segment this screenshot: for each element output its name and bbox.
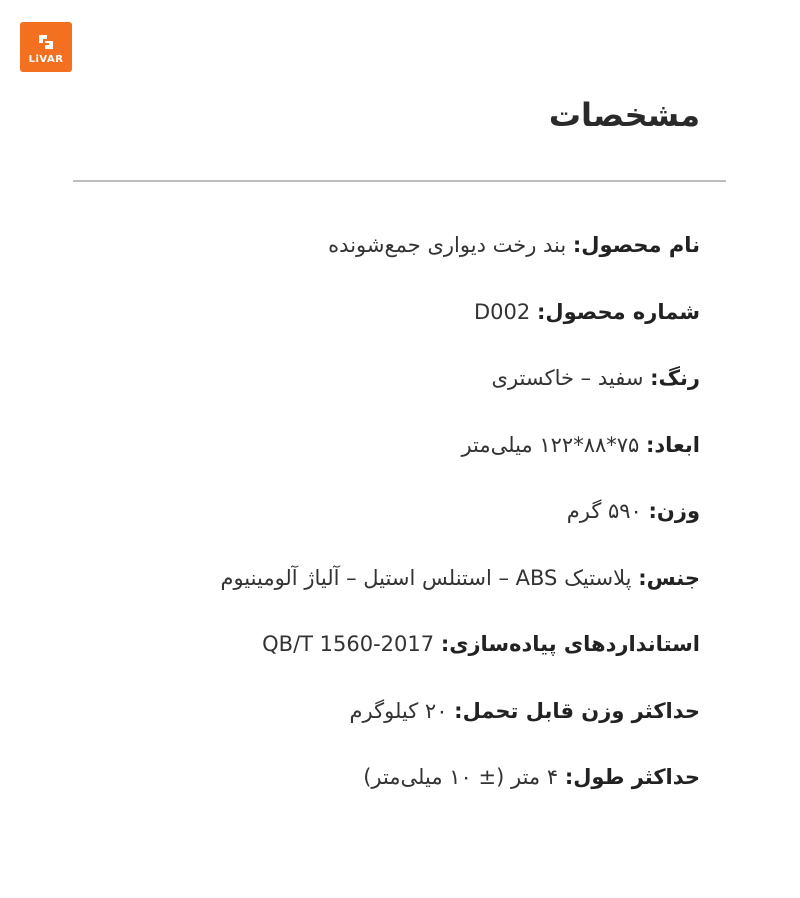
spec-label: ابعاد: (646, 432, 700, 457)
spec-label: حداکثر وزن قابل تحمل: (454, 698, 700, 723)
spec-value: D002 (474, 299, 531, 324)
spec-color (60, 365, 700, 432)
livar-logo-icon (36, 32, 56, 52)
spec-value: سفید – خاکستری (491, 366, 644, 390)
specs-list (60, 232, 700, 831)
spec-product-number (60, 299, 700, 366)
spec-material (60, 565, 700, 632)
spec-value: ۴ متر (± ۱۰ میلی‌متر) (363, 765, 559, 789)
logo-text: LiVAR (28, 54, 64, 65)
spec-value: QB/T 1560-2017 (262, 632, 435, 656)
spec-value: بند رخت دیواری جمع‌شونده (328, 233, 567, 257)
spec-weight (60, 498, 700, 565)
spec-max-load (60, 698, 700, 765)
spec-value: ۲۰ کیلوگرم (349, 698, 448, 723)
spec-label: نام محصول: (572, 233, 700, 257)
spec-label: وزن: (648, 499, 700, 523)
spec-dimensions (60, 432, 700, 499)
spec-standards (60, 631, 700, 698)
spec-label: حداکثر طول: (564, 765, 700, 789)
spec-product-name (60, 232, 700, 299)
spec-value: ۷۵*۸۸*۱۲۲ میلی‌متر (461, 432, 640, 457)
spec-label: شماره محصول: (536, 299, 700, 324)
spec-value: ۵۹۰ گرم (566, 499, 642, 523)
spec-label: رنگ: (650, 366, 700, 390)
spec-value: پلاستیک ABS – استنلس استیل – آلیاژ آلومینیوم (220, 565, 632, 590)
spec-label: استانداردهای پیاده‌سازی: (440, 632, 700, 656)
spec-max-length (60, 764, 700, 831)
section-title: مشخصات (548, 96, 700, 134)
spec-label: جنس: (638, 565, 700, 590)
divider (73, 180, 726, 182)
livar-logo (20, 22, 72, 72)
